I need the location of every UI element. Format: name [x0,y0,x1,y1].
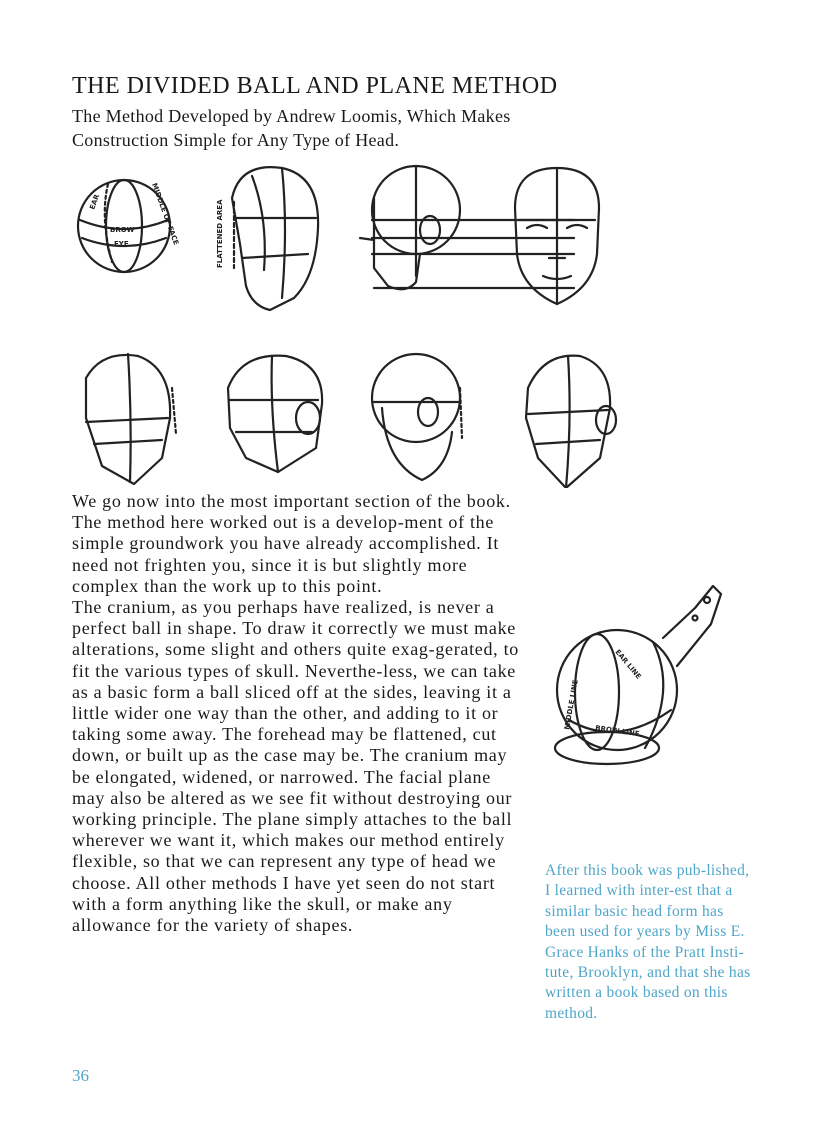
angled-head-drawing-4 [526,356,616,488]
body-text [72,491,527,936]
flattened-ball-drawing [232,167,318,310]
ear-line-label: EAR LINE [613,648,643,681]
flattened-area-label: FLATTENED AREA [216,199,224,268]
sliced-ball-illustration [545,580,755,780]
middle-line-label: MIDDLE LINE [563,679,580,731]
page-number: 36 [72,1066,89,1085]
profile-head-drawing [360,166,574,289]
brow-line-label: BROW LINE [594,724,640,739]
head-construction-illustration [72,158,620,488]
angled-head-drawing-3 [372,354,462,480]
ear-label: EAR [88,193,102,211]
page-subtitle: The Method Developed by Andrew Loomis, Which Makes Construction Simple for Any Type of Head. [72,106,511,150]
angled-head-drawing-2 [228,356,322,472]
angled-head-drawing-1 [86,354,176,484]
body-paragraph-1: We go now into the most important section of the book. The method here worked out is a develop-ment of the simple groundwork you have already accomplished. It need not frighten you, since it is but slightly more complex than the work up to this point. [72,491,511,596]
middle-of-face-label: MIDDLE OF FACE [150,181,180,247]
brow-label: BROW [110,226,135,234]
front-face-drawing [515,168,599,304]
page-title: THE DIVIDED BALL AND PLANE METHOD [72,73,558,99]
eye-label: EYE [114,240,129,248]
body-paragraph-2: The cranium, as you perhaps have realized, is never a perfect ball in shape. To draw it correctly we must make alterations, some slight and others quite exag-gerated, to fit the various types of skull. Neverthe-less, we can take as a basic form a ball sliced off at the sides, leaving it a little wider one way than the other, and adding to it or taking some away. The forehead may be flattened, cut down, or built up as the case may be. The cranium may be elongated, widened, or narrowed. The facial plane may also be altered as we see fit without destroying our working principle. The plane simply attaches to the ball wherever we want it, which makes our method entirely flexible, so that we can represent any type of head we choose. All other methods I have yet seen do not start with a form anything like the skull, or make any allowance for the variety of shapes. [72,597,519,936]
sidenote: After this book was pub-lished, I learned with inter-est that a similar basic head form has been used for years by Miss E. Grace Hanks of the Pratt Insti-tute, Brooklyn, and that she has written a book based on this method. [545,862,751,1022]
